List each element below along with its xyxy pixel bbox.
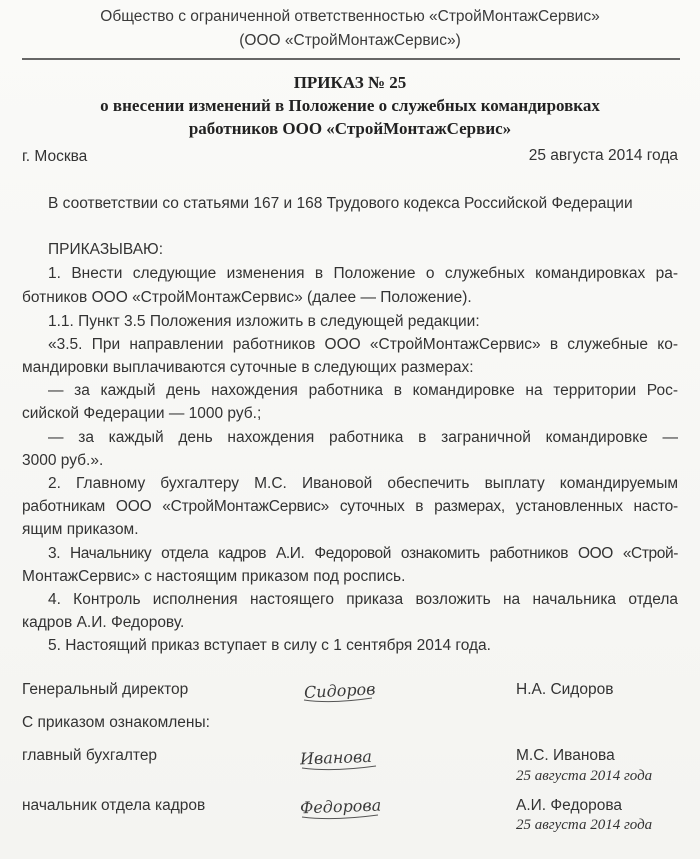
hr-name: А.И. Федорова [516,797,623,814]
body-line: ящим приказом. [22,521,139,538]
organization-short-name: (ООО «СтройМонтажСервис») [239,32,461,49]
order-city: г. Москва [22,148,88,165]
body-line: 3. Начальнику отдела кадров А.И. Федоровой ознакомить работников ООО «Строй- [48,545,678,562]
body-line: «3.5. При направлении работников ООО «СтройМонтажСервис» в служебные ко- [48,336,678,353]
body-line: 1.1. Пункт 3.5 Положения изложить в следующей редакции: [48,313,480,330]
legal-basis: В соответствии со статьями 167 и 168 Трудового кодекса Российской Федерации [48,195,633,212]
header-divider [22,58,680,60]
accountant-signature [298,743,388,773]
body-line: 4. Контроль исполнения настоящего приказа возложить на начальника отдела [48,591,678,608]
order-subtitle-line-2: работников ООО «СтройМонтажСервис» [188,119,512,138]
order-word: ПРИКАЗЫВАЮ: [48,241,164,258]
director-title: Генеральный директор [22,681,189,698]
acquainted-heading: С приказом ознакомлены: [22,714,210,731]
order-title: ПРИКАЗ № 25 [293,73,407,92]
hr-title: начальник отдела кадров [22,797,206,814]
order-date: 25 августа 2014 года [528,147,678,164]
body-line: мандировки выплачиваются суточные в следующих размерах: [22,359,474,376]
accountant-title: главный бухгалтер [22,747,158,764]
body-line: МонтажСервис» с настоящим приказом под роспись. [22,568,406,585]
director-signature [302,676,392,706]
svg-text:Иванова: Иванова [299,746,373,769]
body-line: — за каждый день нахождения работника в командировке на территории Рос- [48,382,678,399]
body-line: работникам ООО «СтройМонтажСервис» суточных в размерах, установленных насто- [22,498,678,515]
body-line: сийской Федерации — 1000 руб.; [22,405,262,422]
order-subtitle-line-1: о внесении изменений в Положение о служебных командировках [100,96,600,115]
body-line: кадров А.И. Федорову. [22,614,185,631]
body-line: 3000 руб.». [22,452,104,469]
organization-full-name: Общество с ограниченной ответственностью «СтройМонтажСервис» [100,8,600,25]
accountant-date: 25 августа 2014 года [516,768,653,784]
svg-text:Сидоров: Сидоров [303,679,376,702]
director-name: Н.А. Сидоров [516,681,614,698]
body-line: ботников ООО «СтройМонтажСервис» (далее — Положение). [22,289,472,306]
hr-signature [298,792,388,822]
body-line: 2. Главному бухгалтеру М.С. Ивановой обеспечить выплату командируемым [48,475,678,492]
body-line: 5. Настоящий приказ вступает в силу с 1 сентября 2014 года. [48,637,491,654]
svg-text:Федорова: Федорова [299,795,382,818]
body-line: 1. Внести следующие изменения в Положение о служебных командировках ра- [48,265,678,282]
hr-date: 25 августа 2014 года [516,817,653,833]
body-line: — за каждый день нахождения работника в заграничной командировке — [48,429,678,446]
accountant-name: М.С. Иванова [516,747,615,764]
